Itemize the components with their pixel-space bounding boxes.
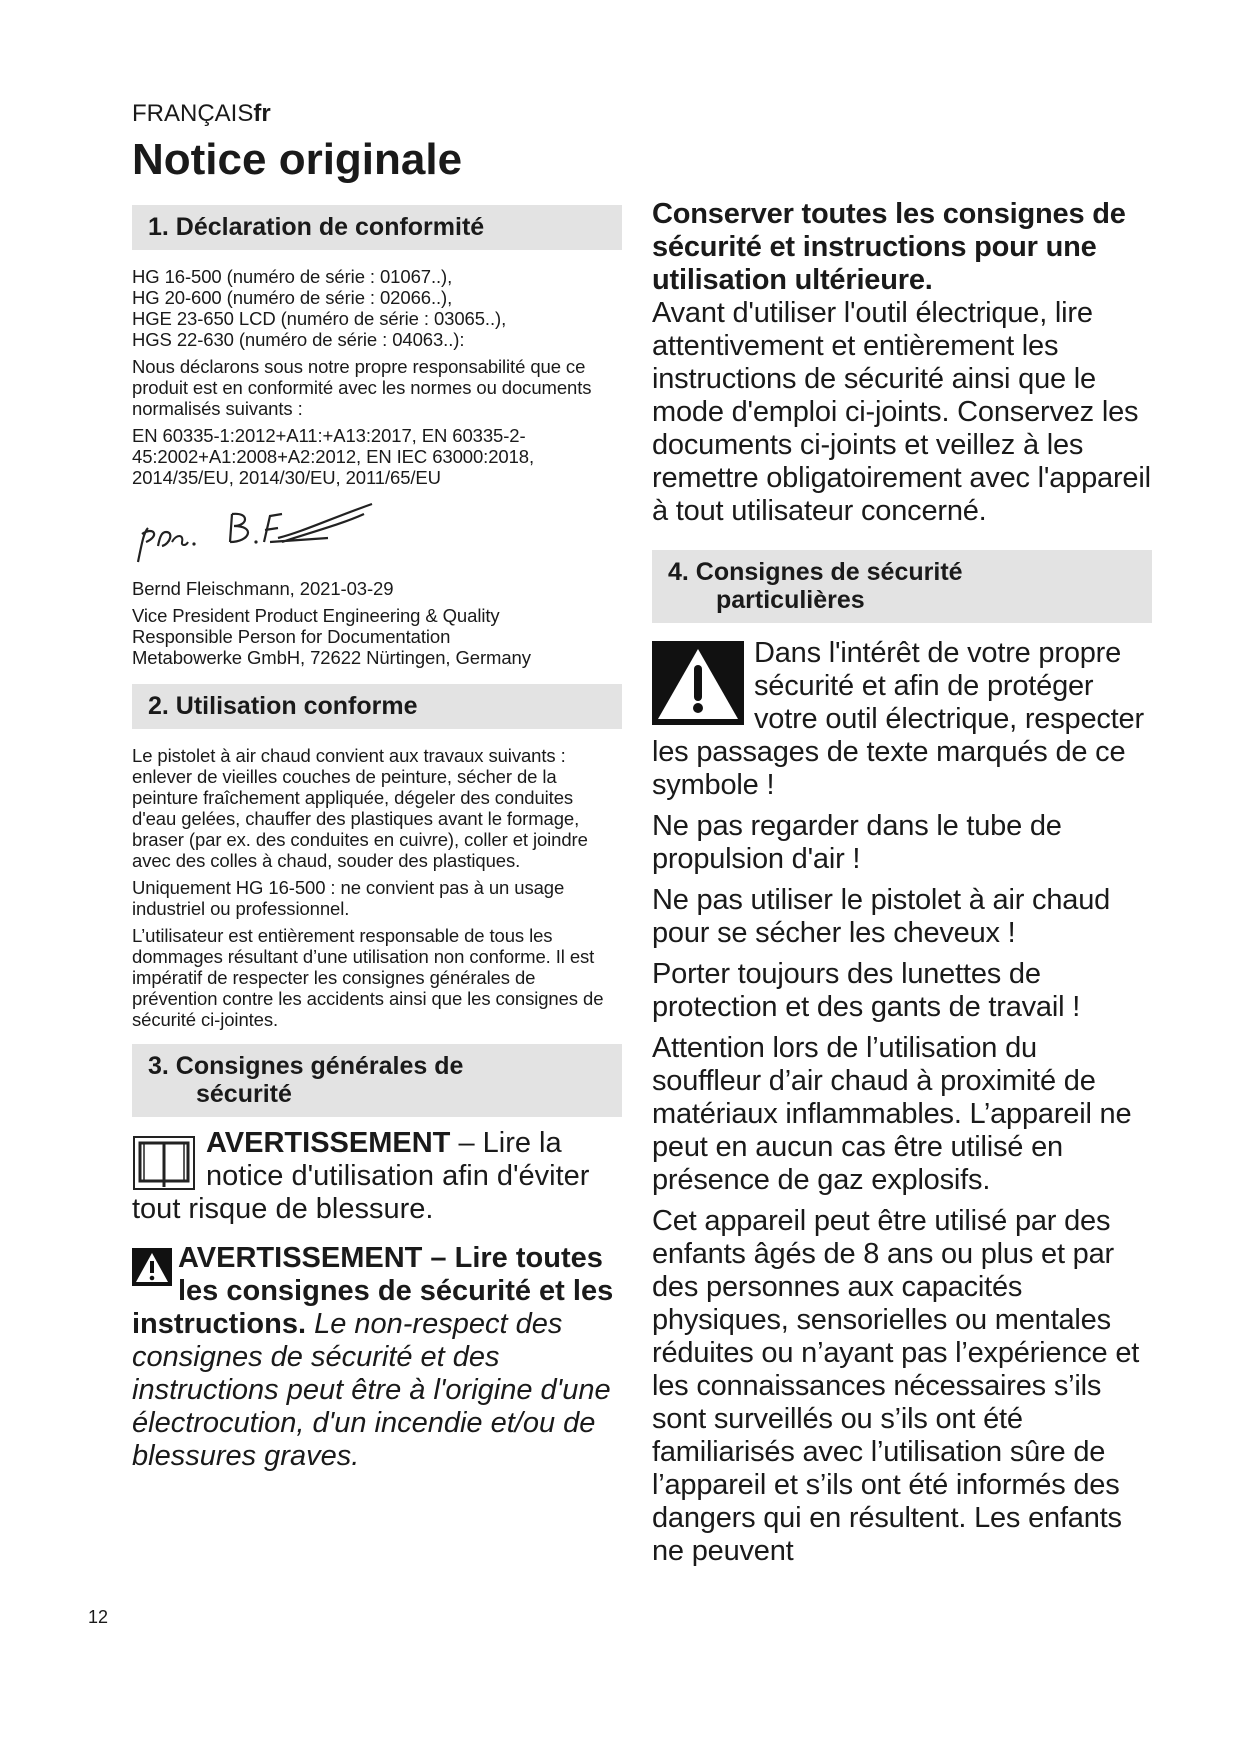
role-2: Responsible Person for Documentation <box>132 626 451 647</box>
warning-icon <box>132 1248 172 1286</box>
model-list <box>132 266 622 350</box>
model-line: HGS 22-630 (numéro de série : 04063..): <box>132 329 465 350</box>
model-line: HG 20-600 (numéro de série : 02066..), <box>132 287 453 308</box>
keep-text: Avant d'utiliser l'outil électrique, lire attentivement et entièrement les instructions de sécurité ainsi que le mode d'emploi ci-joints. Conservez les documents ci-joints et veillez à les remettre obligatoirement avec l'appareil à tout utilisateur concerné. <box>652 297 1151 527</box>
safety-item: Ne pas regarder dans le tube de propulsion d'air ! <box>652 810 1062 875</box>
role-1: Vice President Product Engineering & Quality <box>132 605 500 626</box>
use-intro: Le pistolet à air chaud convient aux travaux suivants : <box>132 745 566 766</box>
use-list: enlever de vieilles couches de peinture, sécher de la peinture fraîchement appliquée, dégeler des conduites d'eau gelées, chauffer des plastiques avant le formage, braser (par ex. des conduites en cuivre), coller et joindre avec des colles à chaud, souder des plastiques. <box>132 766 588 871</box>
heading-line: particulières <box>716 586 865 614</box>
safety-item: Porter toujours des lunettes de protection et des gants de travail ! <box>652 958 1081 1023</box>
section-1-body <box>132 266 622 668</box>
signature-image <box>132 502 382 574</box>
model-line: HGE 23-650 LCD (numéro de série : 03065..), <box>132 308 507 329</box>
safety-item: Attention lors de l’utilisation du souffleur d’air chaud à proximité de matériaux inflammables. L’appareil ne peut en aucun cas être utilisé en présence de gaz explosifs. <box>652 1032 1132 1196</box>
use-paragraph-1 <box>132 745 622 871</box>
safety-item: Cet appareil peut être utilisé par des enfants âgés de 8 ans ou plus et par des personnes aux capacités physiques, sensorielles ou mentales réduites ou n’ayant pas l’expérience et les connaissances nécessaires s’ils sont surveillés ou s’ils ont été familiarisés avec l’utilisation sûre de l’appareil et s’ils ont été informés des dangers qui en résultent. Les enfants ne peuvent <box>652 1205 1140 1567</box>
section-2-heading: 2. Utilisation conforme <box>132 684 622 729</box>
use-paragraph-2: Uniquement HG 16-500 : ne convient pas à un usage industriel ou professionnel. <box>132 877 565 919</box>
keep-heading: Conserver toutes les consignes de sécurité et instructions pour une utilisation ultérieure. <box>652 198 1126 296</box>
symbol-notice: Dans l'intérêt de votre propre sécurité et afin de protéger votre outil électrique, respecter les passages de texte marqués de ce symbole ! <box>652 637 1144 801</box>
warning-label: AVERTISSEMENT <box>206 1127 451 1159</box>
warning-label: AVERTISSEMENT – Lire toutes les consignes de sécurité et les instructions. <box>132 1242 614 1340</box>
warning-text: Le non-respect des consignes de sécurité et des instructions peut être à l'origine d'une électrocution, d'un incendie et/ou de blessures graves. <box>132 1308 611 1472</box>
page-number: 12 <box>88 1607 109 1627</box>
language-code: fr <box>253 100 271 127</box>
language-label <box>132 100 271 128</box>
book-icon <box>132 1133 196 1193</box>
page-title: Notice originale <box>132 135 463 184</box>
heading-line: 4. Consignes de sécurité <box>668 558 963 586</box>
safety-item: Ne pas utiliser le pistolet à air chaud pour se sécher les cheveux ! <box>652 884 1111 949</box>
keep-instructions <box>652 198 1152 528</box>
right-column <box>652 198 1152 1576</box>
left-column <box>132 205 622 1473</box>
standards-text: EN 60335-1:2012+A11:+A13:2017, EN 60335-2-45:2002+A1:2008+A2:2012, EN IEC 63000:2018, 2014/35/EU, 2014/30/EU, 2011/65/EU <box>132 425 535 488</box>
section-4-heading <box>652 550 1152 623</box>
language-name: FRANÇAIS <box>132 100 254 127</box>
section-4-body <box>652 637 1152 1568</box>
warning-2 <box>132 1242 622 1473</box>
signatory: Bernd Fleischmann, 2021-03-29 <box>132 578 394 599</box>
warning-icon <box>652 641 744 725</box>
section-2-body <box>132 745 622 1030</box>
section-3-heading <box>132 1044 622 1117</box>
use-paragraph-3: L’utilisateur est entièrement responsable de tous les dommages résultant d’une utilisation non conforme. Il est impératif de respecter les consignes générales de prévention contre les accidents ainsi que les consignes de sécurité ci-jointes. <box>132 925 604 1030</box>
warning-text: – Lire la notice d'utilisation afin d'éviter tout risque de blessure. <box>132 1127 590 1225</box>
section-1-heading: 1. Déclaration de conformité <box>132 205 622 250</box>
warning-1 <box>132 1127 622 1226</box>
declaration-text: Nous déclarons sous notre propre responsabilité que ce produit est en conformité avec les normes ou documents normalisés suivants : <box>132 356 592 419</box>
model-line: HG 16-500 (numéro de série : 01067..), <box>132 266 453 287</box>
heading-line: 3. Consignes générales de <box>148 1052 464 1080</box>
heading-line: sécurité <box>196 1080 292 1108</box>
company: Metabowerke GmbH, 72622 Nürtingen, Germany <box>132 647 531 668</box>
